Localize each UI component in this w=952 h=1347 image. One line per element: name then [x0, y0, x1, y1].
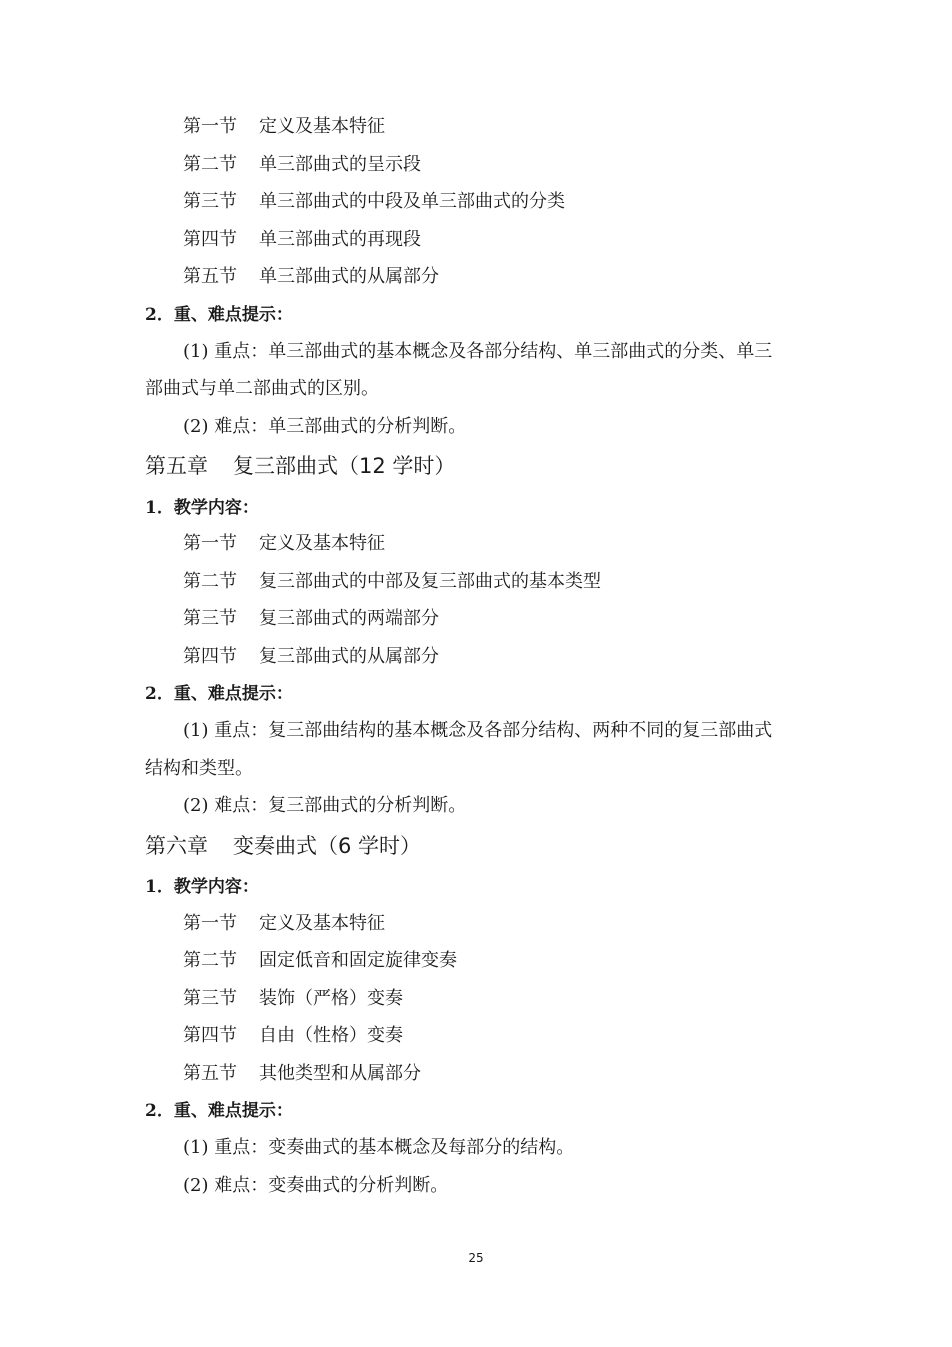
section-number: 第四节: [183, 646, 237, 667]
difficult-point-text: (2) 难点：变奏曲式的分析判断。: [183, 1175, 449, 1196]
section-title: 定义及基本特征: [259, 533, 385, 554]
section-title: 单三部曲式的从属部分: [259, 266, 439, 287]
chapter-number: 第六章: [145, 834, 208, 858]
section-title: 定义及基本特征: [259, 913, 385, 934]
section-item: [183, 645, 439, 669]
section-title: 单三部曲式的呈示段: [259, 154, 421, 175]
chapter-heading: [145, 832, 421, 860]
section-item: [183, 265, 439, 289]
section-title: 定义及基本特征: [259, 116, 385, 137]
section-item: [183, 1024, 403, 1048]
section-title: 装饰（严格）变奏: [259, 988, 403, 1009]
content-heading: 1．教学内容：: [145, 877, 259, 897]
key-point-text: (1) 重点：单三部曲式的基本概念及各部分结构、单三部曲式的分类、单三: [183, 341, 773, 362]
section-number: 第一节: [183, 913, 237, 934]
section-title: 单三部曲式的再现段: [259, 229, 421, 250]
key-points-heading: 2．重、难点提示：: [145, 305, 293, 325]
section-item: [183, 532, 385, 556]
key-point-text-continued: 部曲式与单二部曲式的区别。: [145, 378, 379, 399]
section-item: [183, 570, 601, 594]
section-number: 第五节: [183, 266, 237, 287]
chapter-title: 变奏曲式（6 学时）: [233, 834, 422, 858]
section-number: 第二节: [183, 154, 237, 175]
section-number: 第一节: [183, 533, 237, 554]
section-item: [183, 190, 565, 214]
section-number: 第三节: [183, 191, 237, 212]
section-title: 其他类型和从属部分: [259, 1063, 421, 1084]
section-number: 第一节: [183, 116, 237, 137]
section-number: 第五节: [183, 1063, 237, 1084]
section-item: [183, 228, 421, 252]
section-number: 第四节: [183, 1025, 237, 1046]
chapter-number: 第五章: [145, 454, 208, 478]
section-title: 复三部曲式的两端部分: [259, 608, 439, 629]
difficult-point-text: (2) 难点：复三部曲式的分析判断。: [183, 795, 467, 816]
section-title: 自由（性格）变奏: [259, 1025, 403, 1046]
section-number: 第三节: [183, 608, 237, 629]
key-point-text-continued: 结构和类型。: [145, 758, 253, 779]
section-number: 第三节: [183, 988, 237, 1009]
section-item: [183, 949, 457, 973]
chapter-title: 复三部曲式（12 学时）: [233, 454, 456, 478]
key-point-text: (1) 重点：变奏曲式的基本概念及每部分的结构。: [183, 1137, 575, 1158]
key-point-text: (1) 重点：复三部曲结构的基本概念及各部分结构、两种不同的复三部曲式: [183, 720, 773, 741]
section-item: [183, 115, 385, 139]
chapter-heading: [145, 452, 455, 480]
section-title: 复三部曲式的中部及复三部曲式的基本类型: [259, 571, 601, 592]
difficult-point-text: (2) 难点：单三部曲式的分析判断。: [183, 416, 467, 437]
section-title: 固定低音和固定旋律变奏: [259, 950, 457, 971]
section-number: 第四节: [183, 229, 237, 250]
section-item: [183, 607, 439, 631]
section-item: [183, 153, 421, 177]
section-number: 第二节: [183, 950, 237, 971]
section-item: [183, 987, 403, 1011]
key-points-heading: 2．重、难点提示：: [145, 684, 293, 704]
section-number: 第二节: [183, 571, 237, 592]
section-item: [183, 1062, 421, 1086]
content-heading: 1．教学内容：: [145, 498, 259, 518]
page-number: 25: [468, 1251, 484, 1265]
section-item: [183, 912, 385, 936]
section-title: 单三部曲式的中段及单三部曲式的分类: [259, 191, 565, 212]
section-title: 复三部曲式的从属部分: [259, 646, 439, 667]
key-points-heading: 2．重、难点提示：: [145, 1101, 293, 1121]
